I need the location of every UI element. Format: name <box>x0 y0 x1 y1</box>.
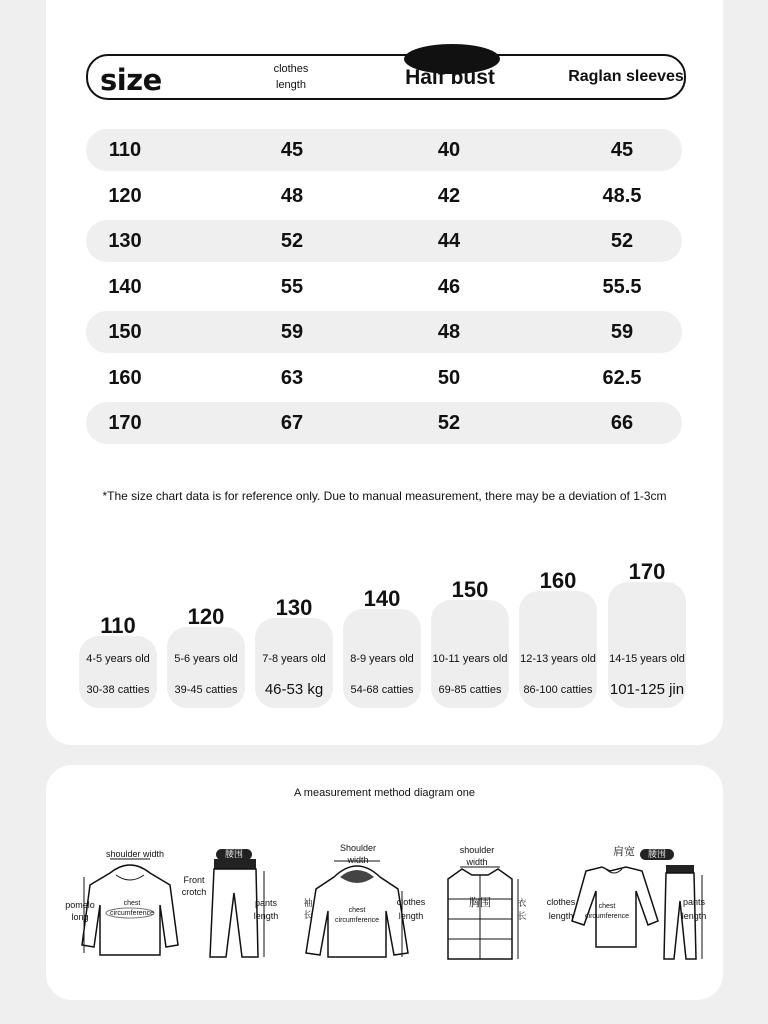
table-cell: 45 <box>280 139 304 161</box>
age-guide-size: 110 <box>100 613 136 638</box>
header-length-line1: clothes <box>273 63 309 75</box>
header-size: size <box>100 63 162 97</box>
sweater-length-label-1: clothes <box>546 897 576 907</box>
hoodie2-chest-label-1: chest <box>348 907 366 914</box>
table-cell: 150 <box>108 321 142 343</box>
table-cell: 40 <box>437 139 461 161</box>
hoodie2-length-label-2: length <box>398 911 424 921</box>
age-guide-weight: 101-125 jin <box>609 681 685 698</box>
table-cell: 66 <box>610 412 634 434</box>
table-row <box>86 129 682 171</box>
table-cell: 45 <box>610 139 634 161</box>
size-chart-card <box>46 0 723 745</box>
pants-length-label-1: pants <box>254 898 278 908</box>
age-guide-weight: 39-45 catties <box>174 684 238 696</box>
header-length-line2: length <box>276 79 306 91</box>
measurement-diagram-card <box>46 765 723 1000</box>
header-clothes-length <box>251 61 331 93</box>
reference-note: *The size chart data is for reference only. Due to manual measurement, there may be a deviation of 1-3cm <box>102 489 667 503</box>
hoodie2-shoulder-label-1: Shoulder <box>339 843 377 853</box>
hoodie2-shoulder-label-2: width <box>347 855 369 865</box>
table-cell: 50 <box>437 366 461 389</box>
table-cell: 59 <box>610 321 634 343</box>
sweater-chest-label-1: chest <box>598 903 616 910</box>
age-guide-age: 14-15 years old <box>609 653 685 665</box>
hoodie2-sleeve-label-1: 袖 <box>303 898 313 908</box>
table-cell: 110 <box>108 139 142 161</box>
age-guide-age: 7-8 years old <box>262 653 326 665</box>
age-guide-weight: 69-85 catties <box>438 684 502 696</box>
age-guide-size: 130 <box>275 595 313 620</box>
age-guide-weight: 30-38 catties <box>86 684 150 696</box>
pants-front-label-1: Front <box>183 875 205 885</box>
age-guide-age: 8-9 years old <box>350 653 414 665</box>
table-cell: 62.5 <box>602 366 642 389</box>
table-cell: 170 <box>108 412 142 434</box>
hoodie-shoulder-label: shoulder width <box>105 849 165 859</box>
table-cell: 55 <box>280 275 304 298</box>
table-row <box>86 357 682 399</box>
table-row <box>86 402 682 444</box>
table-row <box>86 266 682 308</box>
hoodie-chest-label-2: circumference <box>110 910 154 917</box>
table-cell: 44 <box>437 230 461 252</box>
table-cell: 52 <box>437 412 461 434</box>
diagram-title: A measurement method diagram one <box>294 787 475 799</box>
sweater-pants-label-1: pants <box>682 897 706 907</box>
table-cell: 46 <box>437 275 461 298</box>
age-guide-age: 4-5 years old <box>86 653 150 665</box>
table-cell: 59 <box>280 321 304 343</box>
age-guide-weight: 46-53 kg <box>264 681 324 698</box>
table-row <box>86 220 682 262</box>
table-cell: 130 <box>108 230 142 252</box>
table-cell: 52 <box>610 230 634 252</box>
header-raglan-sleeves: Raglan sleeves <box>568 68 684 85</box>
age-guide-weight: 54-68 catties <box>350 684 414 696</box>
age-guide-size: 160 <box>539 568 577 593</box>
table-cell: 42 <box>437 184 461 207</box>
vest-length-label-1: 衣 <box>517 898 527 908</box>
age-guide-pill <box>79 636 157 708</box>
sweater-chest-label-2: circumference <box>585 913 629 920</box>
age-guide-size: 120 <box>187 604 225 629</box>
hoodie2-sleeve-label-2: 长 <box>303 910 313 920</box>
age-guide-size: 150 <box>451 577 489 602</box>
table-cell: 63 <box>280 366 304 389</box>
table-cell: 48 <box>280 184 304 207</box>
pants-front-label-2: crotch <box>181 887 207 897</box>
hoodie-length-label-1: pomelo <box>65 900 95 910</box>
hoodie2-length-label-1: clothes <box>396 897 426 907</box>
age-guide-age: 12-13 years old <box>520 653 596 665</box>
hoodie-chest-label-1: chest <box>123 900 141 907</box>
table-cell: 48 <box>437 321 461 343</box>
pants-length-label-2: length <box>253 911 279 921</box>
header-half-bust: Half bust <box>405 66 495 89</box>
table-cell: 67 <box>280 412 304 434</box>
vest-figure <box>440 865 520 963</box>
vest-length-label-2: 长 <box>517 911 527 921</box>
table-cell: 48.5 <box>602 184 642 207</box>
pants-figure <box>200 853 270 965</box>
hoodie2-chest-label-2: circumference <box>335 917 379 924</box>
table-cell: 52 <box>280 230 304 252</box>
table-row <box>86 311 682 353</box>
vest-chest-label: 胸围 <box>469 897 491 909</box>
sweater-length-label-2: length <box>548 911 574 921</box>
pants-waist-label: 腰围 <box>216 849 252 860</box>
age-guide-size: 140 <box>363 586 401 611</box>
sweater-waist-label: 腰围 <box>640 849 674 860</box>
table-cell: 55.5 <box>602 275 642 298</box>
table-row <box>86 175 682 217</box>
vest-shoulder-label-1: shoulder <box>459 845 495 855</box>
table-cell: 140 <box>108 275 142 298</box>
age-guide-size: 170 <box>628 559 666 584</box>
age-guide-age: 5-6 years old <box>174 653 238 665</box>
table-cell: 120 <box>108 184 142 207</box>
age-guide-age: 10-11 years old <box>432 653 508 665</box>
sweater-shoulder-label: 肩宽 <box>613 846 635 858</box>
hoodie-length-label-2: long <box>71 912 89 922</box>
vest-shoulder-label-2: width <box>466 857 488 867</box>
sweater-pants-label-2: length <box>681 911 707 921</box>
table-cell: 160 <box>108 366 142 389</box>
age-guide-weight: 86-100 catties <box>523 684 593 696</box>
